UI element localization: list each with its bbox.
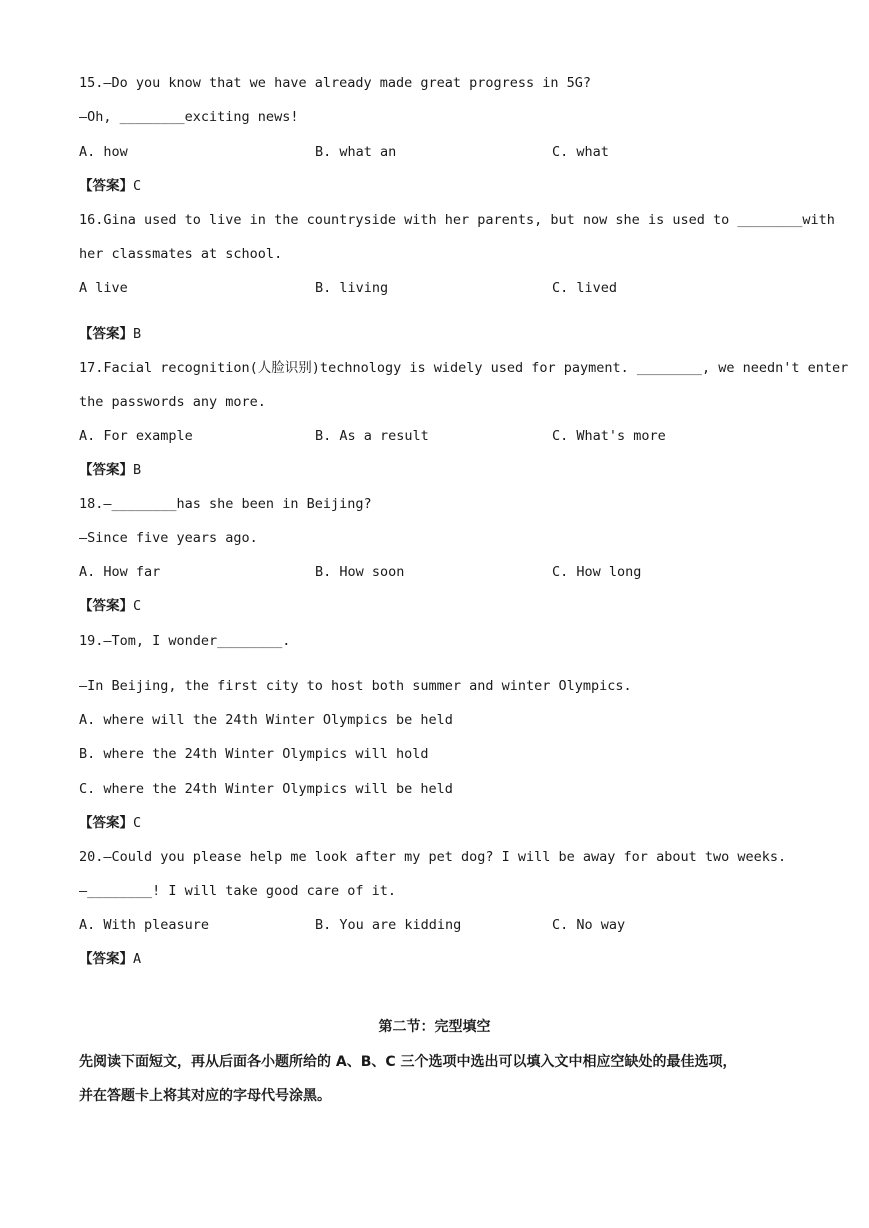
question-18-answer (79, 597, 141, 615)
section-instructions-line-2: 并在答题卡上将其对应的字母代号涂黑。 (79, 1088, 331, 1104)
answer-value: B (133, 462, 142, 478)
option-b: B. How soon (315, 564, 405, 580)
option-a: A. For example (79, 428, 193, 444)
option-b: B. As a result (315, 428, 429, 444)
question-16-answer (79, 325, 141, 343)
option-a: A live (79, 280, 128, 296)
answer-value: C (133, 815, 142, 831)
option-c: C. No way (552, 917, 626, 933)
option-b: B. living (315, 280, 389, 296)
question-19-option-c: C. where the 24th Winter Olympics will be held (79, 781, 453, 797)
question-16-line-2: her classmates at school. (79, 246, 283, 262)
option-a: A. How far (79, 564, 161, 580)
option-c: C. What's more (552, 428, 666, 444)
question-17-options (79, 427, 799, 445)
answer-label: 【答案】 (79, 951, 133, 967)
question-15-options (79, 143, 799, 161)
question-16-options (79, 279, 799, 297)
question-19-option-b: B. where the 24th Winter Olympics will hold (79, 746, 429, 762)
answer-label: 【答案】 (79, 178, 133, 194)
option-b: B. You are kidding (315, 917, 462, 933)
question-19-answer (79, 814, 141, 832)
answer-label: 【答案】 (79, 598, 133, 614)
question-17-line-2: the passwords any more. (79, 394, 266, 410)
section-instructions-line-1: 先阅读下面短文，再从后面各小题所给的 A、B、C 三个选项中选出可以填入文中相应空缺处的最佳选项， (79, 1054, 737, 1070)
question-18-options (79, 563, 799, 581)
answer-label: 【答案】 (79, 326, 133, 342)
option-a: A. With pleasure (79, 917, 210, 933)
answer-label: 【答案】 (79, 462, 133, 478)
question-15-line-2: —Oh, ________exciting news! (79, 109, 299, 125)
question-18-line-1: 18.—________has she been in Beijing? (79, 496, 372, 512)
option-c: C. How long (552, 564, 642, 580)
option-a: A. how (79, 144, 128, 160)
question-15-answer (79, 177, 141, 195)
option-b: B. what an (315, 144, 397, 160)
question-20-line-2: —________! I will take good care of it. (79, 883, 396, 899)
answer-value: B (133, 326, 142, 342)
question-17-answer (79, 461, 141, 479)
question-16-line-1: 16.Gina used to live in the countryside with her parents, but now she is used to ________with (79, 212, 835, 228)
answer-value: A (133, 951, 142, 967)
section-title: 第二节：完型填空 (378, 1019, 491, 1035)
question-17-line-1: 17.Facial recognition(人脸识别)technology is widely used for payment. ________, we needn't enter (79, 360, 849, 376)
question-19-option-a: A. where will the 24th Winter Olympics be held (79, 712, 453, 728)
answer-label: 【答案】 (79, 815, 133, 831)
option-c: C. what (552, 144, 609, 160)
answer-value: C (133, 598, 142, 614)
option-c: C. lived (552, 280, 618, 296)
question-20-options (79, 916, 799, 934)
question-20-line-1: 20.—Could you please help me look after my pet dog? I will be away for about two weeks. (79, 849, 787, 865)
answer-value: C (133, 178, 142, 194)
question-19-line-2: —In Beijing, the first city to host both summer and winter Olympics. (79, 678, 632, 694)
question-15-line-1: 15.—Do you know that we have already made great progress in 5G? (79, 75, 592, 91)
question-20-answer (79, 950, 141, 968)
question-19-line-1: 19.—Tom, I wonder________. (79, 633, 291, 649)
question-18-line-2: —Since five years ago. (79, 530, 258, 546)
